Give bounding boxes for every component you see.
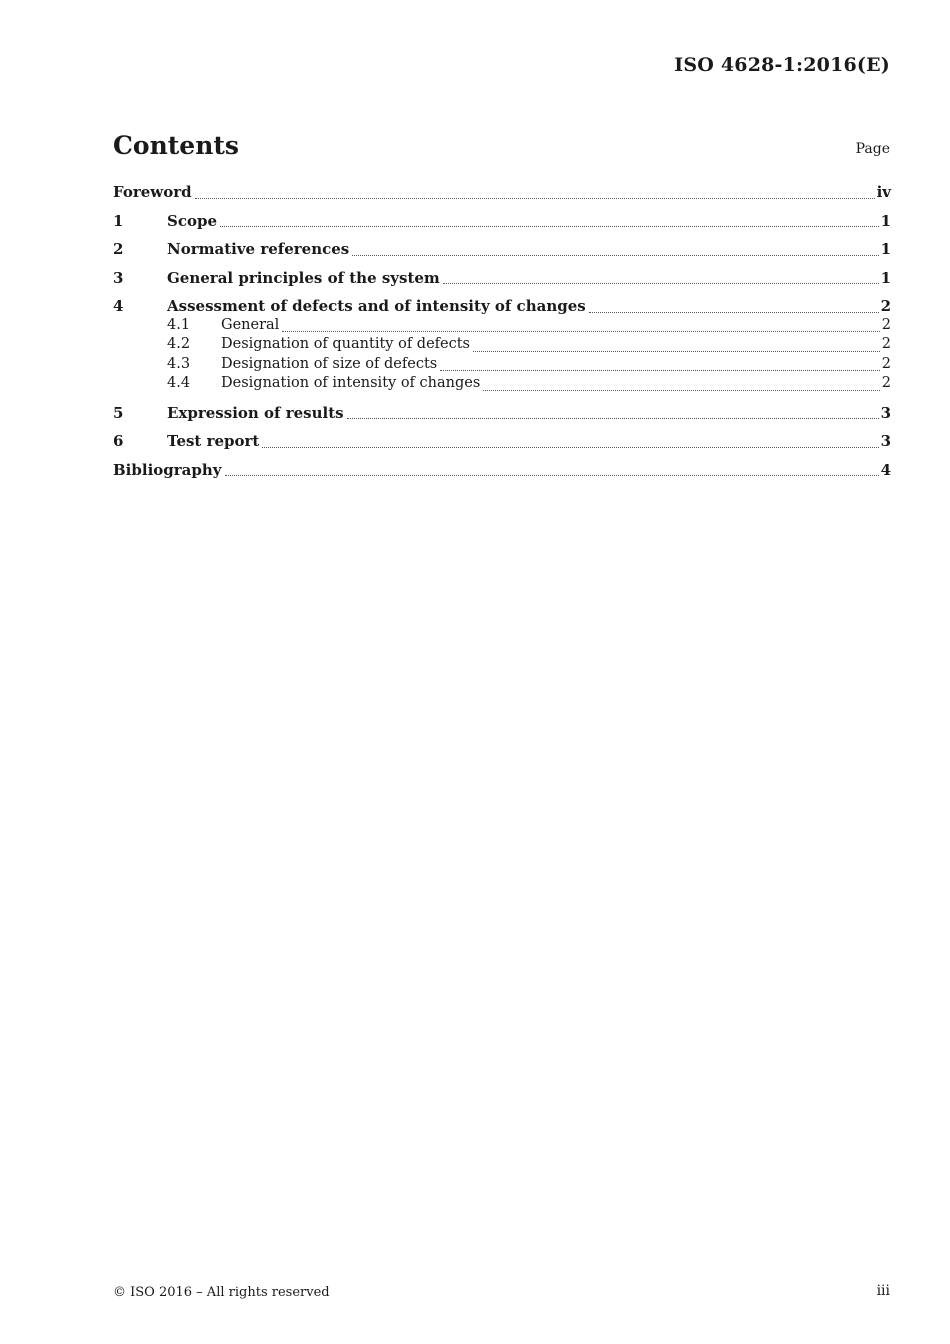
toc-subentry-size-of-defects[interactable]: [113, 356, 891, 376]
toc-entry-page: 1: [880, 240, 891, 258]
dot-leader: [352, 255, 878, 256]
dot-leader: [589, 312, 879, 313]
dot-leader: [220, 226, 879, 227]
toc-entry-test-report[interactable]: [113, 432, 891, 452]
toc-entry-bibliography[interactable]: [113, 461, 891, 481]
toc-entry-number: 4.3: [167, 355, 191, 372]
toc-entry-title: Foreword: [113, 183, 192, 201]
dot-leader: [195, 198, 875, 199]
toc-entry-title: Designation of quantity of defects: [221, 336, 470, 352]
toc-entry-page: 2: [881, 316, 891, 333]
dot-leader: [262, 447, 878, 448]
toc-entry-number: 4.1: [167, 316, 191, 333]
toc-entry-assessment-of-defects[interactable]: [113, 297, 891, 317]
toc-entry-title: Bibliography: [113, 460, 222, 479]
toc-entry-page: 2: [881, 336, 891, 352]
toc-entry-number: 2: [113, 240, 124, 258]
toc-subentry-quantity-of-defects[interactable]: [113, 336, 891, 356]
dot-leader: [443, 283, 879, 284]
toc-entry-page: 2: [881, 375, 891, 391]
dot-leader: [282, 331, 879, 332]
toc-entry-number: 4: [113, 297, 124, 315]
toc-entry-title: Expression of results: [167, 403, 344, 422]
toc-entry-title: Designation of size of defects: [221, 355, 438, 372]
toc-entry-title: General principles of the system: [167, 268, 440, 287]
toc-entry-title: General: [221, 316, 280, 333]
toc-entry-number: 3: [113, 268, 124, 287]
toc-entry-general-principles[interactable]: [113, 269, 891, 289]
table-of-contents: [113, 183, 891, 480]
toc-entry-page: 3: [880, 403, 891, 422]
page-column-label: Page: [855, 141, 890, 157]
footer-page-number: iii: [876, 1283, 890, 1299]
toc-entry-number: 1: [113, 211, 124, 230]
toc-entry-number: 6: [113, 432, 124, 450]
dot-leader: [473, 351, 880, 352]
toc-entry-number: 5: [113, 403, 124, 422]
toc-entry-title: Normative references: [167, 240, 350, 258]
contents-heading: Contents: [113, 131, 240, 160]
toc-subentry-intensity-of-changes[interactable]: [113, 375, 891, 395]
toc-entry-page: 2: [880, 297, 891, 315]
dot-leader: [347, 418, 879, 419]
toc-entry-title: Test report: [167, 432, 260, 450]
document-id-header: ISO 4628-1:2016(E): [674, 54, 890, 76]
toc-entry-page: 1: [880, 268, 891, 287]
toc-subentry-general[interactable]: [113, 317, 891, 337]
toc-entry-expression-of-results[interactable]: [113, 404, 891, 424]
toc-entry-page: 1: [880, 211, 891, 230]
toc-entry-number: 4.4: [167, 375, 191, 391]
toc-entry-page: iv: [876, 183, 891, 201]
toc-entry-normative-references[interactable]: [113, 240, 891, 260]
toc-entry-page: 3: [880, 432, 891, 450]
toc-entry-page: 2: [881, 355, 891, 372]
toc-entry-scope[interactable]: [113, 212, 891, 232]
toc-entry-page: 4: [880, 460, 891, 479]
dot-leader: [440, 370, 880, 371]
toc-entry-title: Assessment of defects and of intensity of changes: [167, 297, 586, 315]
toc-entry-title: Scope: [167, 211, 218, 230]
footer-copyright: © ISO 2016 – All rights reserved: [113, 1285, 330, 1300]
toc-entry-foreword[interactable]: [113, 183, 891, 203]
dot-leader: [483, 390, 879, 391]
toc-entry-title: Designation of intensity of changes: [221, 375, 481, 391]
dot-leader: [225, 475, 879, 476]
toc-entry-number: 4.2: [167, 336, 191, 352]
